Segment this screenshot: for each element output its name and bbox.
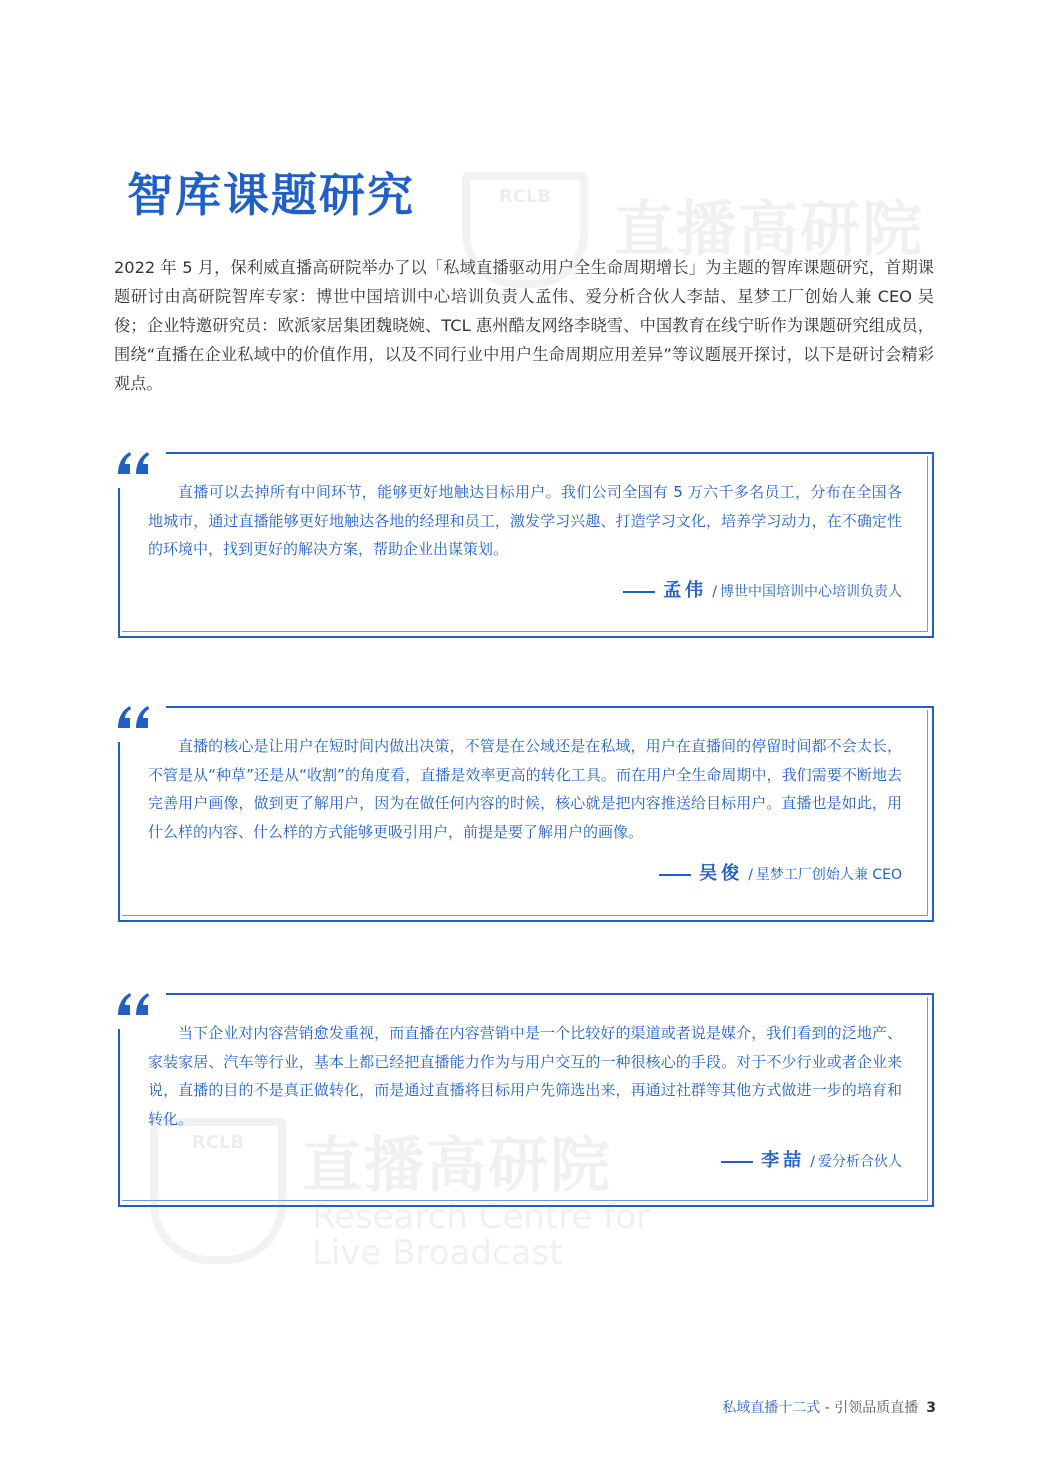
page-footer	[722, 1397, 936, 1417]
watermark-abbr-2: RCLB	[191, 1132, 245, 1153]
quote-author-role: 爱分析合伙人	[818, 1154, 902, 1170]
quote-author-name: 吴俊	[699, 863, 744, 884]
watermark-abbr: RCLB	[498, 186, 552, 207]
page-number: 3	[926, 1400, 936, 1416]
footer-subtitle: 引领品质直播	[834, 1400, 919, 1416]
quote-box-3	[118, 993, 934, 1207]
watermark-name-2: 直播高研院	[302, 1131, 612, 1201]
attribution-dash	[623, 591, 655, 593]
page-title: 智库课题研究	[127, 168, 415, 222]
footer-dash: -	[820, 1400, 835, 1416]
quote-text: 直播可以去掉所有中间环节，能够更好地触达目标用户。我们公司全国有 5 万六千多名员工，分布在全国各地城市，通过直播能够更好地触达各地的经理和员工，激发学习兴趣、打造学习文化，培养学习动力，在不确定性的环境中，找到更好的解决方案，帮助企业出谋策划。	[148, 483, 902, 558]
quote-attribution	[659, 859, 902, 885]
quote-author-role: 星梦工厂创始人兼 CEO	[755, 867, 902, 883]
watermark-en-line1: Research Centre for	[312, 1197, 651, 1237]
watermark-en-line2: Live Broadcast	[312, 1233, 563, 1273]
attribution-separator: /	[712, 584, 717, 600]
watermark-name: 直播高研院	[614, 195, 924, 265]
attribution-separator: /	[748, 867, 753, 883]
attribution-dash	[721, 1161, 753, 1163]
quote-text: 当下企业对内容营销愈发重视，而直播在内容营销中是一个比较好的渠道或者说是媒介，我们看到的泛地产、家装家居、汽车等行业，基本上都已经把直播能力作为与用户交互的一种很核心的手段。对于不少行业或者企业来说，直播的目的不是真正做转化，而是通过直播将目标用户先筛选出来，再通过社群等其他方式做进一步的培育和转化。	[148, 1024, 902, 1128]
footer-series: 私域直播十二式	[722, 1400, 821, 1416]
quote-text: 直播的核心是让用户在短时间内做出决策，不管是在公域还是在私域，用户在直播间的停留时间都不会太长，不管是从“种草”还是从“收割”的角度看，直播是效率更高的转化工具。而在用户全生命周期中，我们需要不断地去完善用户画像，做到更了解用户，因为在做任何内容的时候，核心就是把内容推送给目标用户。直播也是如此，用什么样的内容、什么样的方式能够更吸引用户，前提是要了解用户的画像。	[148, 737, 902, 841]
quote-author-name: 李喆	[761, 1150, 806, 1171]
intro-paragraph: 2022 年 5 月，保利威直播高研院举办了以「私域直播驱动用户全生命周期增长」为主题的智库课题研究，首期课题研讨由高研院智库专家：博世中国培训中心培训负责人孟伟、爱分析合伙人李喆、星梦工厂创始人兼 CEO 吴俊；企业特邀研究员：欧派家居集团魏晓婉、TCL 惠州酷友网络李晓雪、中国教育在线宁昕作为课题研究组成员，围绕“直播在企业私域中的价值作用，以及不同行业中用户生命周期应用差异”等议题展开探讨，以下是研讨会精彩观点。	[114, 258, 934, 393]
quote-box-1	[118, 452, 934, 638]
quote-author-role: 博世中国培训中心培训负责人	[720, 584, 902, 600]
quote-box-2	[118, 706, 934, 922]
attribution-separator: /	[810, 1154, 815, 1170]
quote-author-name: 孟伟	[663, 580, 708, 601]
attribution-dash	[659, 874, 691, 876]
quote-attribution	[721, 1146, 902, 1172]
quote-attribution	[623, 576, 902, 602]
